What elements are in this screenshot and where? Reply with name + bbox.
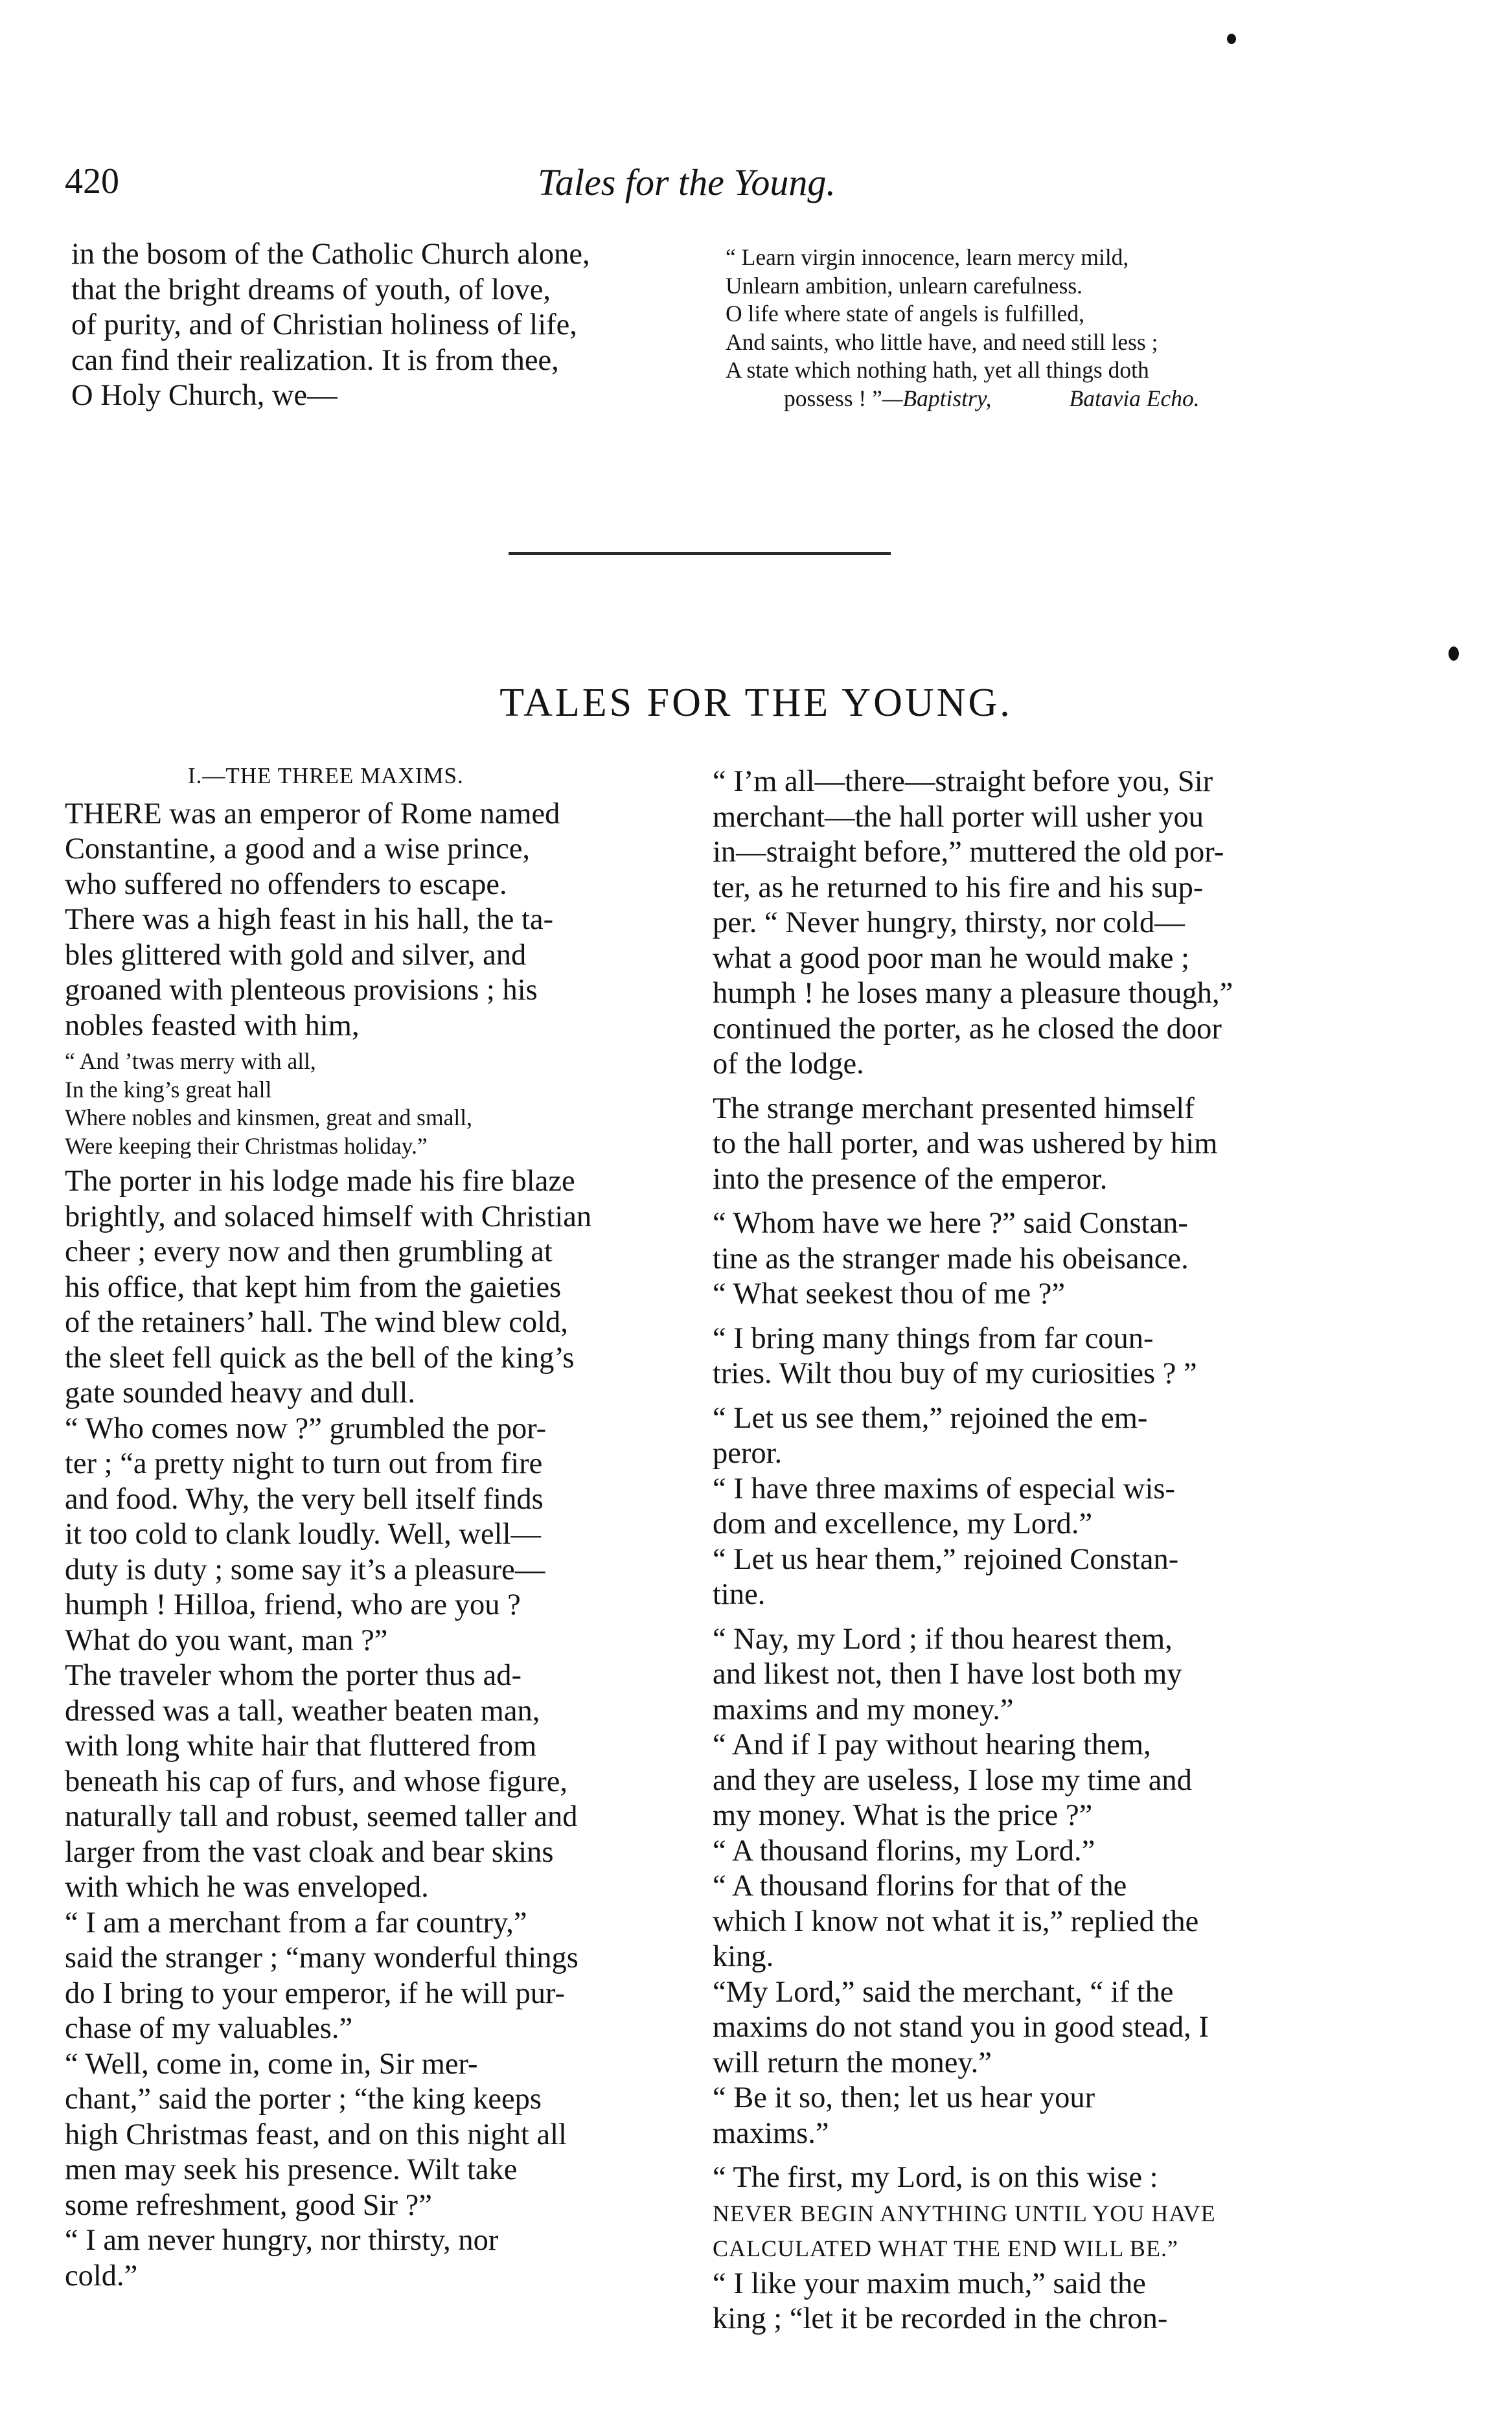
left-paragraph-1: [65, 797, 687, 1044]
right-text-line: tries. Wilt thou buy of my curiosities ? ”: [713, 1357, 1197, 1390]
left-text-line: ter ; “a pretty night to turn out from fire: [65, 1447, 543, 1480]
left-text-line: groaned with plenteous provisions ; his: [65, 974, 538, 1007]
verse-line: “ Learn virgin innocence, learn mercy mild,: [726, 244, 1129, 270]
left-text-line: “ Well, come in, come in, Sir mer-: [65, 2047, 478, 2081]
right-text-line: “ And if I pay without hearing them,: [713, 1728, 1151, 1761]
right-text-line: CALCULATED WHAT THE END WILL BE.”: [713, 2235, 1178, 2261]
left-text-line: with long white hair that fluttered from: [65, 1730, 537, 1763]
right-text-line: “ A thousand florins for that of the: [713, 1869, 1127, 1903]
ink-speck-right: [1449, 646, 1459, 661]
right-text-line: merchant—the hall porter will usher you: [713, 800, 1204, 834]
left-text-line: chant,” said the porter ; “the king keeps: [65, 2083, 542, 2116]
left-text-line: cold.”: [65, 2259, 138, 2293]
right-text-line: tine.: [713, 1578, 766, 1611]
intro-text-line: O Holy Church, we—: [71, 379, 338, 412]
poem-line: In the king’s great hall: [65, 1076, 272, 1103]
left-text-line: do I bring to your emperor, if he will pur-: [65, 1976, 566, 2010]
right-text-line: will return the money.”: [713, 2046, 992, 2079]
left-text-line: men may seek his presence. Wilt take: [65, 2153, 518, 2186]
right-text-line: “ What seekest thou of me ?”: [713, 1277, 1066, 1310]
verse-source: Batavia Echo.: [1069, 385, 1200, 411]
right-text-line: which I know not what it is,” replied the: [713, 1904, 1199, 1938]
right-text-line: “ I bring many things from far coun-: [713, 1321, 1154, 1355]
verse-line: A state which nothing hath, yet all things doth: [726, 357, 1149, 383]
chapter-subtitle: I.—THE THREE MAXIMS.: [188, 763, 464, 788]
page-number: 420: [65, 161, 119, 201]
left-text-line: larger from the vast cloak and bear skins: [65, 1835, 554, 1869]
left-text-line: his office, that kept him from the gaieties: [65, 1270, 562, 1304]
right-text-line: “ The first, my Lord, is on this wise :: [713, 2161, 1158, 2194]
right-text-line: “ I’m all—there—straight before you, Sir: [713, 765, 1213, 798]
verse-credit: —Baptistry,: [882, 385, 992, 411]
section-divider: [509, 552, 891, 555]
right-text-line: into the presence of the emperor.: [713, 1162, 1108, 1196]
left-text-line: naturally tall and robust, seemed taller and: [65, 1800, 578, 1833]
left-text-line: “ I am never hungry, nor thirsty, nor: [65, 2224, 499, 2257]
right-text-line: “ I have three maxims of especial wis-: [713, 1472, 1176, 1505]
left-column: [65, 762, 687, 2294]
left-text-line: it too cold to clank loudly. Well, well—: [65, 1518, 541, 1551]
right-text-line: in—straight before,” muttered the old por-: [713, 836, 1224, 869]
right-text-line: “ A thousand florins, my Lord.”: [713, 1834, 1095, 1868]
right-block-3: [713, 1206, 1438, 1312]
left-text-line: high Christmas feast, and on this night all: [65, 2118, 567, 2151]
left-text-line: cheer ; every now and then grumbling at: [65, 1235, 553, 1268]
right-text-line: my money. What is the price ?”: [713, 1799, 1093, 1832]
right-text-line: “ Be it so, then; let us hear your: [713, 2081, 1095, 2114]
poem-line: Where nobles and kinsmen, great and small,: [65, 1104, 472, 1130]
right-text-line: what a good poor man he would make ;: [713, 941, 1190, 975]
right-block-1: [713, 764, 1438, 1082]
left-text-line: some refreshment, good Sir ?”: [65, 2188, 432, 2222]
left-text-line: “ Who comes now ?” grumbled the por-: [65, 1412, 547, 1445]
right-text-line: The strange merchant presented himself: [713, 1092, 1195, 1125]
verse-line: O life where state of angels is fulfilled,: [726, 301, 1085, 326]
verse-last-line: possess ! ”: [784, 385, 882, 411]
poem-line: Were keeping their Christmas holiday.”: [65, 1132, 428, 1159]
intro-text-line: can find their realization. It is from thee,: [71, 343, 559, 377]
verse-line: And saints, who little have, and need still less ;: [726, 328, 1158, 355]
right-text-line: “My Lord,” said the merchant, “ if the: [713, 1975, 1174, 2009]
left-text-line: and food. Why, the very bell itself finds: [65, 1482, 544, 1516]
right-text-line: maxims.”: [713, 2116, 829, 2150]
intro-verse: [726, 244, 1438, 413]
right-text-line: maxims do not stand you in good stead, I: [713, 2011, 1209, 2044]
left-text-line: of the retainers’ hall. The wind blew cold,: [65, 1306, 568, 1339]
left-text-line: What do you want, man ?”: [65, 1623, 388, 1657]
poem-line: “ And ’twas merry with all,: [65, 1048, 316, 1074]
right-block-4: [713, 1321, 1438, 1392]
right-text-line: tine as the stranger made his obeisance.: [713, 1242, 1189, 1275]
right-text-line: per. “ Never hungry, thirsty, nor cold—: [713, 906, 1185, 939]
intro-paragraph: [71, 237, 693, 414]
left-text-line: gate sounded heavy and dull.: [65, 1377, 416, 1410]
ink-speck-top: [1227, 34, 1236, 44]
left-text-line: brightly, and solaced himself with Christian: [65, 1200, 592, 1233]
right-text-line: to the hall porter, and was ushered by him: [713, 1127, 1218, 1160]
left-text-line: humph ! Hilloa, friend, who are you ?: [65, 1588, 521, 1621]
right-text-line: “ Let us hear them,” rejoined Constan-: [713, 1542, 1179, 1576]
left-text-line: who suffered no offenders to escape.: [65, 867, 507, 901]
right-text-line: dom and excellence, my Lord.”: [713, 1507, 1093, 1540]
left-text-line: with which he was enveloped.: [65, 1871, 429, 1904]
left-text-line: “ I am a merchant from a far country,”: [65, 1906, 527, 1939]
right-text-line: of the lodge.: [713, 1047, 864, 1081]
left-text-line: dressed was a tall, weather beaten man,: [65, 1694, 540, 1728]
left-text-line: said the stranger ; “many wonderful things: [65, 1941, 578, 1974]
left-text-line: bles glittered with gold and silver, and: [65, 938, 527, 972]
right-text-line: NEVER BEGIN ANYTHING UNTIL YOU HAVE: [713, 2200, 1216, 2226]
verse-attribution: [726, 385, 1438, 413]
right-block-7: [713, 2160, 1438, 2337]
right-text-line: king.: [713, 1940, 774, 1973]
left-text-line: chase of my valuables.”: [65, 2012, 353, 2045]
right-block-6: [713, 1622, 1438, 2152]
right-text-line: “ Nay, my Lord ; if thou hearest them,: [713, 1622, 1173, 1656]
right-text-line: ter, as he returned to his fire and his sup-: [713, 871, 1204, 904]
right-text-line: and likest not, then I have lost both my: [713, 1658, 1182, 1691]
left-text-line: nobles feasted with him,: [65, 1009, 360, 1042]
left-paragraph-2: [65, 1164, 687, 2294]
right-text-line: maxims and my money.”: [713, 1693, 1014, 1726]
right-text-line: humph ! he loses many a pleasure though,”: [713, 977, 1233, 1010]
section-title: TALES FOR THE YOUNG.: [499, 681, 1013, 725]
right-text-line: continued the porter, as he closed the door: [713, 1012, 1222, 1046]
left-text-line: the sleet fell quick as the bell of the king’s: [65, 1341, 575, 1375]
right-text-line: king ; “let it be recorded in the chron-: [713, 2302, 1168, 2335]
right-text-line: “ Let us see them,” rejoined the em-: [713, 1401, 1148, 1435]
right-text-line: “ I like your maxim much,” said the: [713, 2267, 1146, 2300]
verse-line: Unlearn ambition, unlearn carefulness.: [726, 272, 1083, 299]
left-text-line: There was a high feast in his hall, the ta-: [65, 903, 554, 936]
left-text-line: THERE was an emperor of Rome named: [65, 797, 560, 830]
left-text-line: beneath his cap of furs, and whose figure,: [65, 1765, 568, 1798]
right-text-line: peror.: [713, 1437, 783, 1470]
left-text-line: duty is duty ; some say it’s a pleasure—: [65, 1553, 545, 1586]
intro-text-line: of purity, and of Christian holiness of life,: [71, 308, 577, 341]
running-title: Tales for the Young.: [538, 161, 836, 203]
left-text-line: The porter in his lodge made his fire blaze: [65, 1165, 575, 1198]
left-text-line: The traveler whom the porter thus ad-: [65, 1659, 521, 1692]
intro-text-line: in the bosom of the Catholic Church alone,: [71, 238, 590, 271]
right-block-5: [713, 1401, 1438, 1613]
right-text-line: and they are useless, I lose my time and: [713, 1763, 1192, 1797]
intro-text-line: that the bright dreams of youth, of love,: [71, 273, 551, 306]
right-column: [713, 764, 1438, 2337]
left-poem: [65, 1047, 687, 1160]
left-text-line: Constantine, a good and a wise prince,: [65, 832, 530, 865]
right-block-2: [713, 1092, 1438, 1198]
right-text-line: “ Whom have we here ?” said Constan-: [713, 1207, 1188, 1240]
